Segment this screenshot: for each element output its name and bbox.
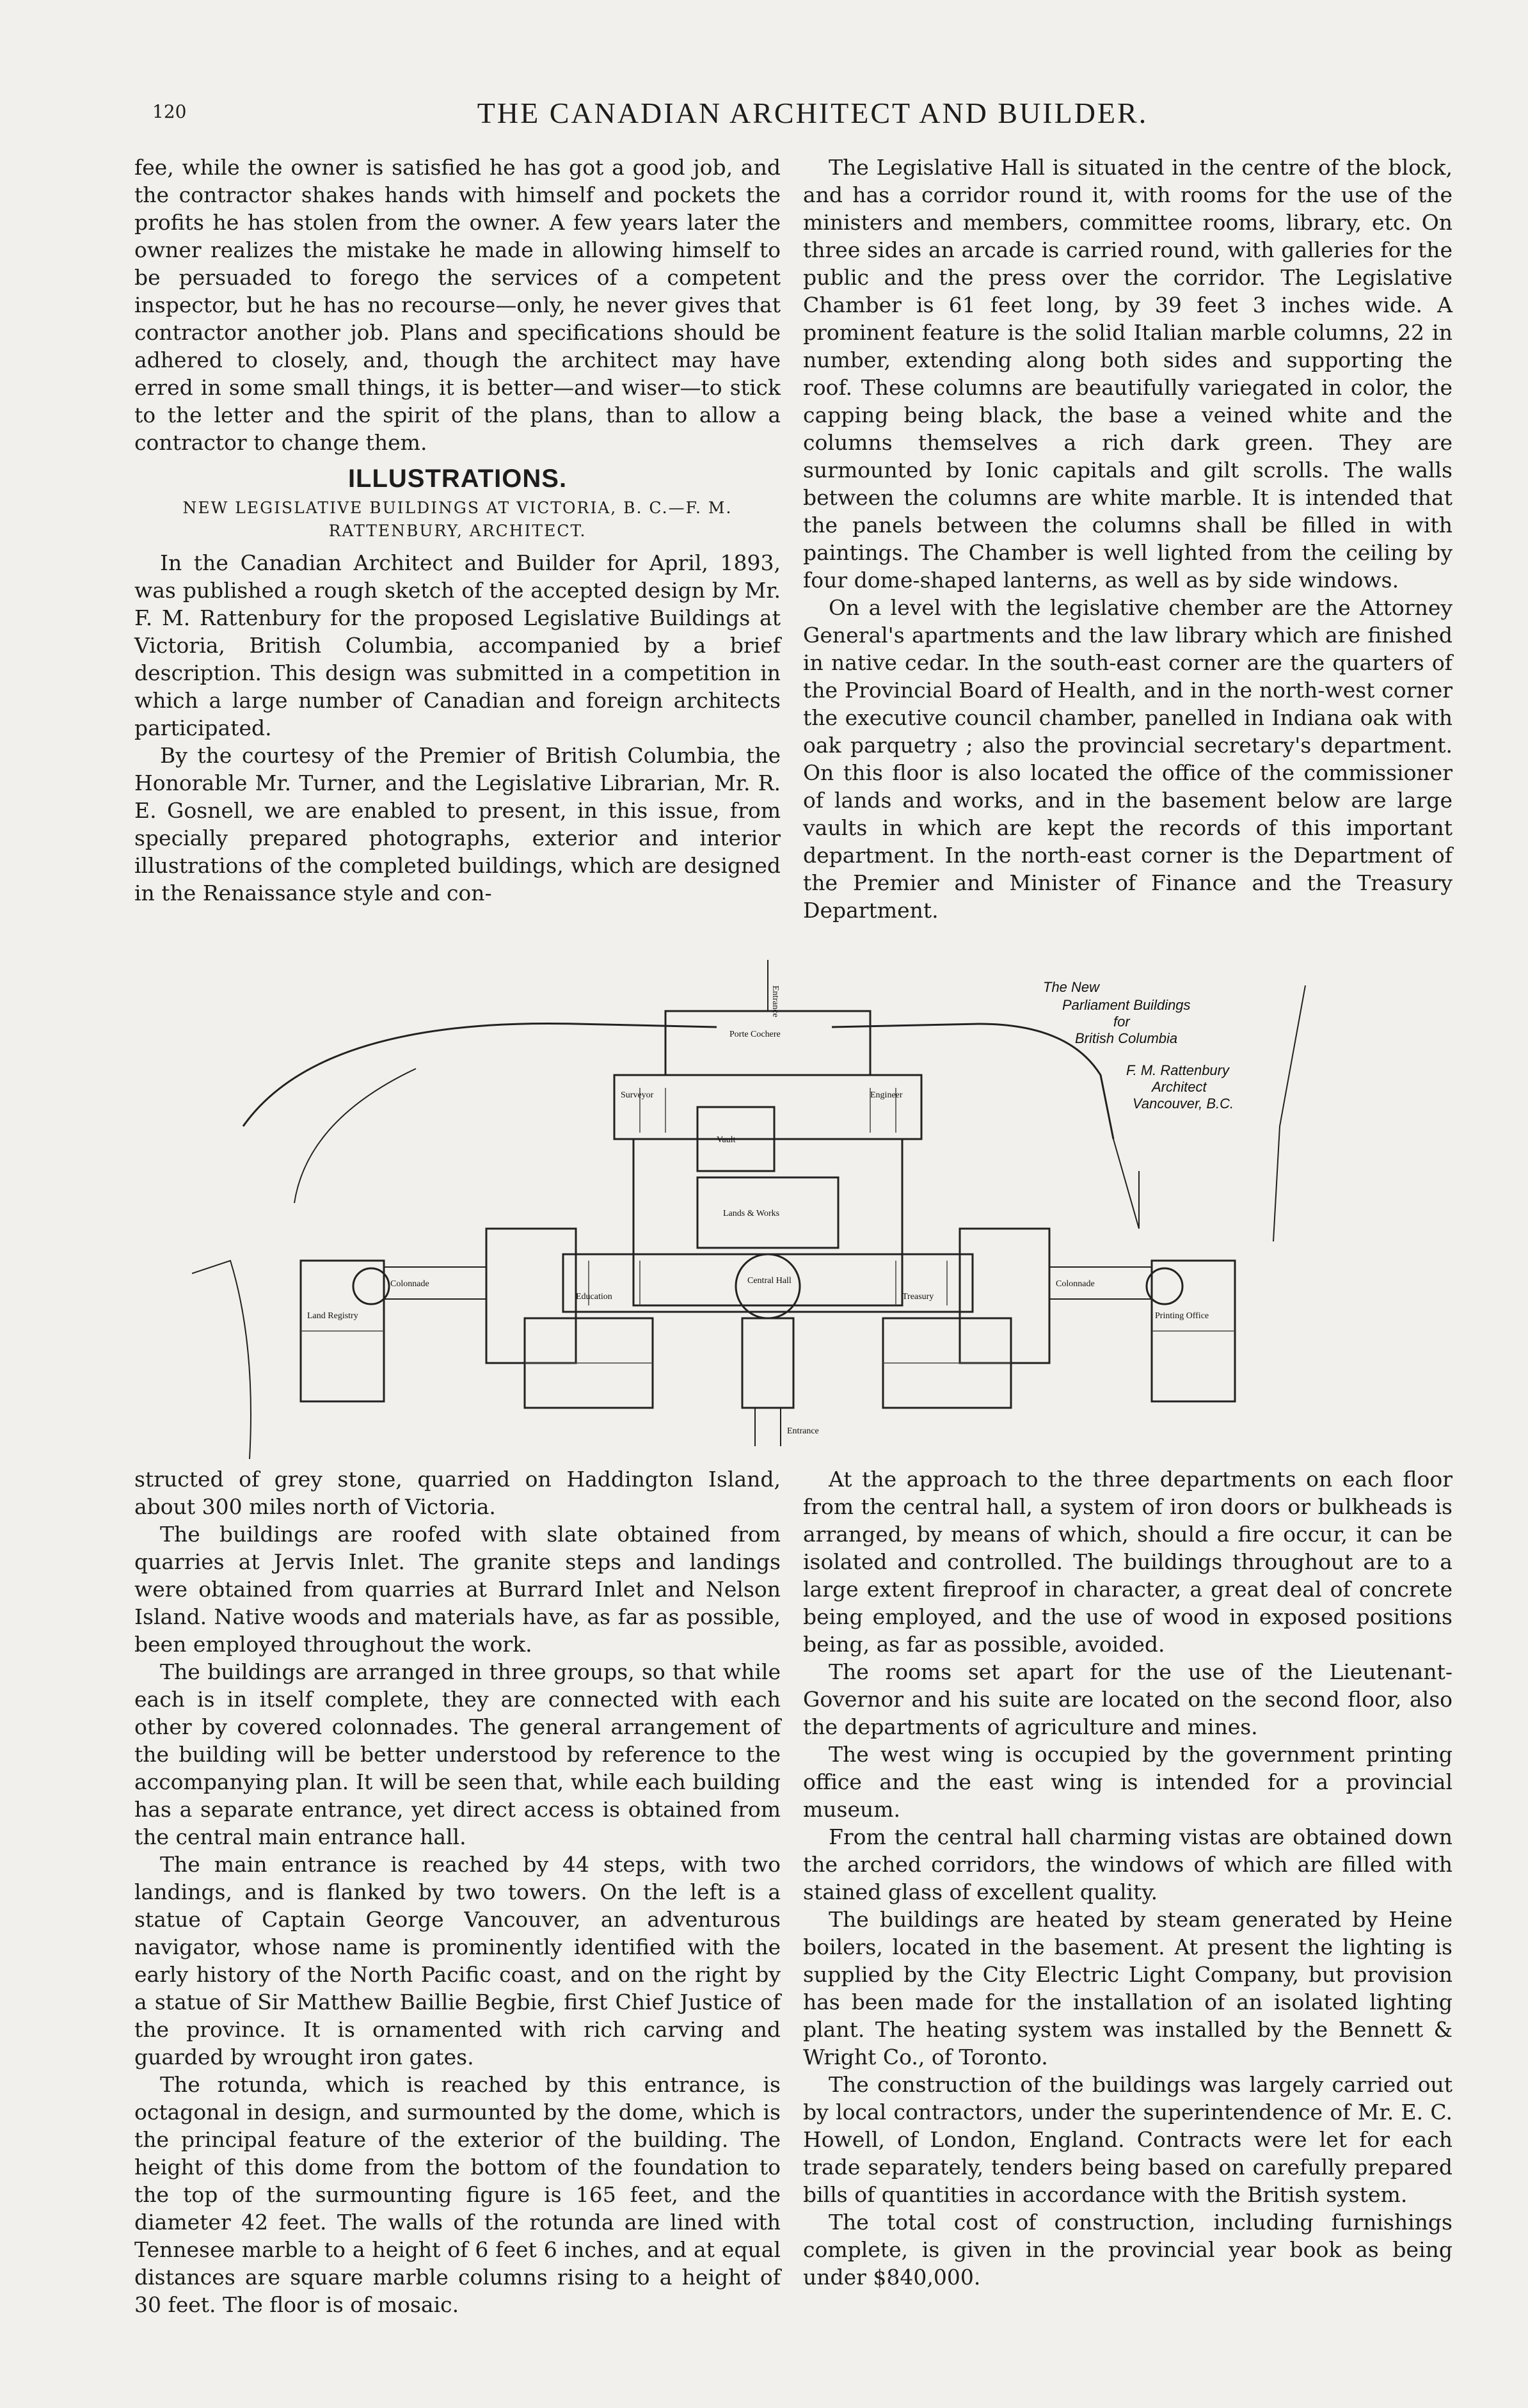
plan-title-line-4: British Columbia xyxy=(1075,1030,1178,1046)
plan-architect-line-1: F. M. Rattenbury xyxy=(1126,1062,1229,1078)
label-colonnade-right: Colonnade xyxy=(1056,1279,1095,1289)
plan-architect-line-3: Vancouver, B.C. xyxy=(1133,1096,1234,1112)
column-left-top xyxy=(134,154,781,907)
label-colonnade-left: Colonnade xyxy=(390,1279,429,1289)
paragraph: The main entrance is reached by 44 steps, with two landings, and is flanked by two towers. On the left is a statue of Captain George Vancouver, an adventurous navigator, whose name is prominently identified with the early history of the North Pacific coast, and on the right by a statue of Sir Matthew Baillie Begbie, first Chief Justice of the province. It is ornamented with rich carving and guarded by wrought iron gates. xyxy=(134,1852,781,2069)
label-entrance: Entrance xyxy=(770,985,780,1017)
paragraph: fee, while the owner is satisfied he has got a good job, and the contractor shakes hands with himself and pockets the profits he has stolen from the owner. A few years later the owner realizes the mistake he made in allowing himself to be persuaded to forego the services of a competent inspector, but he has no recourse—only, he never gives that contractor another job. Plans and specifications should be adhered to closely, and, though the architect may have erred in some small things, it is better—and wiser—to stick to the letter and the spirit of the plans, than to allow a contractor to change them. xyxy=(134,155,781,455)
paragraph: The Legislative Hall is situated in the centre of the block, and has a corridor round it, with rooms for the use of the ministers and members, committee rooms, library, etc. On three sides an arcade is carried round, with galleries for the public and the press over the corridor. The Legislative Chamber is 61 feet long, by 39 feet 3 inches wide. A prominent feature is the solid Italian marble columns, 22 in number, extending along both sides and supporting the roof. These columns are beautifully variegated in color, the capping being black, the base a veined white and the columns themselves a rich dark green. They are surmounted by Ionic capitals and gilt scrolls. The walls between the columns are white marble. It is intended that the panels between the columns shall be filled in with paintings. The Chamber is well lighted from the ceiling by four dome-shaped lanterns, as well as by side windows. xyxy=(803,155,1452,593)
label-central-hall: Central Hall xyxy=(747,1276,792,1286)
section-heading: ILLUSTRATIONS. xyxy=(347,465,568,493)
label-vault: Vault xyxy=(717,1135,736,1145)
plan-title-line-3: for xyxy=(1113,1014,1130,1030)
paragraph: The buildings are heated by steam generated by Heine boilers, located in the basement. At present the lighting is supplied by the City Electric Light Company, but provision has been made for the installation of an isolated lighting plant. The heating system was installed by the Bennett & Wright Co., of Toronto. xyxy=(803,1907,1452,2069)
paragraph: The west wing is occupied by the government printing office and the east wing is intended for a provincial museum. xyxy=(803,1742,1452,1822)
plan-title-line-1: The New xyxy=(1043,979,1100,995)
label-education: Education xyxy=(576,1292,612,1302)
paragraph: The total cost of construction, including furnishings complete, is given in the provincial year book as being under $840,000. xyxy=(803,2210,1452,2290)
page-number: 120 xyxy=(152,101,187,122)
paragraph: The buildings are roofed with slate obtained from quarries at Jervis Inlet. The granite steps and landings were obtained from quarries at Burrard Inlet and Nelson Island. Native woods and materials have, as far as possible, been employed throughout the work. xyxy=(134,1522,781,1657)
label-front-entrance: Entrance xyxy=(787,1426,819,1436)
paragraph: By the courtesy of the Premier of British Columbia, the Honorable Mr. Turner, and the Legislative Librarian, Mr. R. E. Gosnell, we are enabled to present, in this issue, from specially prepared photographs, exterior and interior illustrations of the completed buildings, which are designed in the Renaissance style and con- xyxy=(134,743,781,905)
paragraph: The buildings are arranged in three groups, so that while each is in itself complete, they are connected with each other by covered colonnades. The general arrangement of the building will be better understood by reference to the accompanying plan. It will be seen that, while each building has a separate entrance, yet direct access is obtained from the central main entrance hall. xyxy=(134,1659,781,1849)
article-subheading: NEW LEGISLATIVE BUILDINGS AT VICTORIA, B. C.—F. M. RATTENBURY, ARCHITECT. xyxy=(182,498,733,540)
paragraph: In the Canadian Architect and Builder for April, 1893, was published a rough sketch of the accepted design by Mr. F. M. Rattenbury for the proposed Legislative Buildings at Victoria, British Columbia, accompanied by a brief description. This design was submitted in a competition in which a large number of Canadian and foreign architects participated. xyxy=(134,550,781,740)
label-surveyor: Surveyor xyxy=(621,1090,654,1100)
running-head: THE CANADIAN ARCHITECT AND BUILDER. xyxy=(477,97,1149,129)
label-printing-office: Printing Office xyxy=(1155,1311,1209,1321)
floor-plan-drawing xyxy=(192,960,1344,1459)
paragraph: structed of grey stone, quarried on Haddington Island, about 300 miles north of Victoria. xyxy=(134,1467,781,1519)
label-engineer: Engineer xyxy=(870,1090,903,1100)
plan-architect-line-2: Architect xyxy=(1152,1079,1207,1095)
paragraph: At the approach to the three departments on each floor from the central hall, a system of iron doors or bulkheads is arranged, by means of which, should a fire occur, it can be isolated and controlled. The buildings throughout are to a large extent fireproof in character, a great deal of concrete being employed, and the use of wood in exposed positions being, as far as possible, avoided. xyxy=(803,1467,1452,1657)
paragraph: The construction of the buildings was largely carried out by local contractors, under the superintendence of Mr. E. C. Howell, of London, England. Contracts were let for each trade separately, tenders being based on carefully prepared bills of quantities in accordance with the British system. xyxy=(803,2072,1452,2207)
label-treasury: Treasury xyxy=(902,1292,934,1302)
label-lands-works: Lands & Works xyxy=(723,1209,780,1218)
label-land-registry: Land Registry xyxy=(307,1311,358,1321)
paragraph: From the central hall charming vistas are obtained down the arched corridors, the windows of which are filled with stained glass of excellent quality. xyxy=(803,1824,1452,1904)
plan-title-line-2: Parliament Buildings xyxy=(1062,997,1191,1013)
column-right-bottom xyxy=(803,1465,1452,2291)
column-right-top xyxy=(803,154,1452,924)
label-porte-cochere: Porte Cochere xyxy=(729,1030,781,1039)
floor-plan-figure xyxy=(192,960,1344,1459)
column-left-bottom xyxy=(134,1465,781,2318)
paragraph: The rooms set apart for the use of the Lieutenant-Governor and his suite are located on the second floor, also the departments of agriculture and mines. xyxy=(803,1659,1452,1739)
paragraph: On a level with the legislative chember are the Attorney General's apartments and the law library which are finished in native cedar. In the south-east corner are the quarters of the Provincial Board of Health, and in the north-west corner the executive council chamber, panelled in Indiana oak with oak parquetry ; also the provincial secretary's department. On this floor is also located the office of the commissioner of lands and works, and in the basement below are large vaults in which are kept the records of this important department. In the north-east corner is the Department of the Premier and Minister of Finance and the Treasury Department. xyxy=(803,595,1452,923)
paragraph: The rotunda, which is reached by this entrance, is octagonal in design, and surmounted by the dome, which is the principal feature of the exterior of the building. The height of this dome from the bottom of the foundation to the top of the surmounting figure is 165 feet, and the diameter 42 feet. The walls of the rotunda are lined with Tennesee marble to a height of 6 feet 6 inches, and at equal distances are square marble columns rising to a height of 30 feet. The floor is of mosaic. xyxy=(134,2072,781,2317)
